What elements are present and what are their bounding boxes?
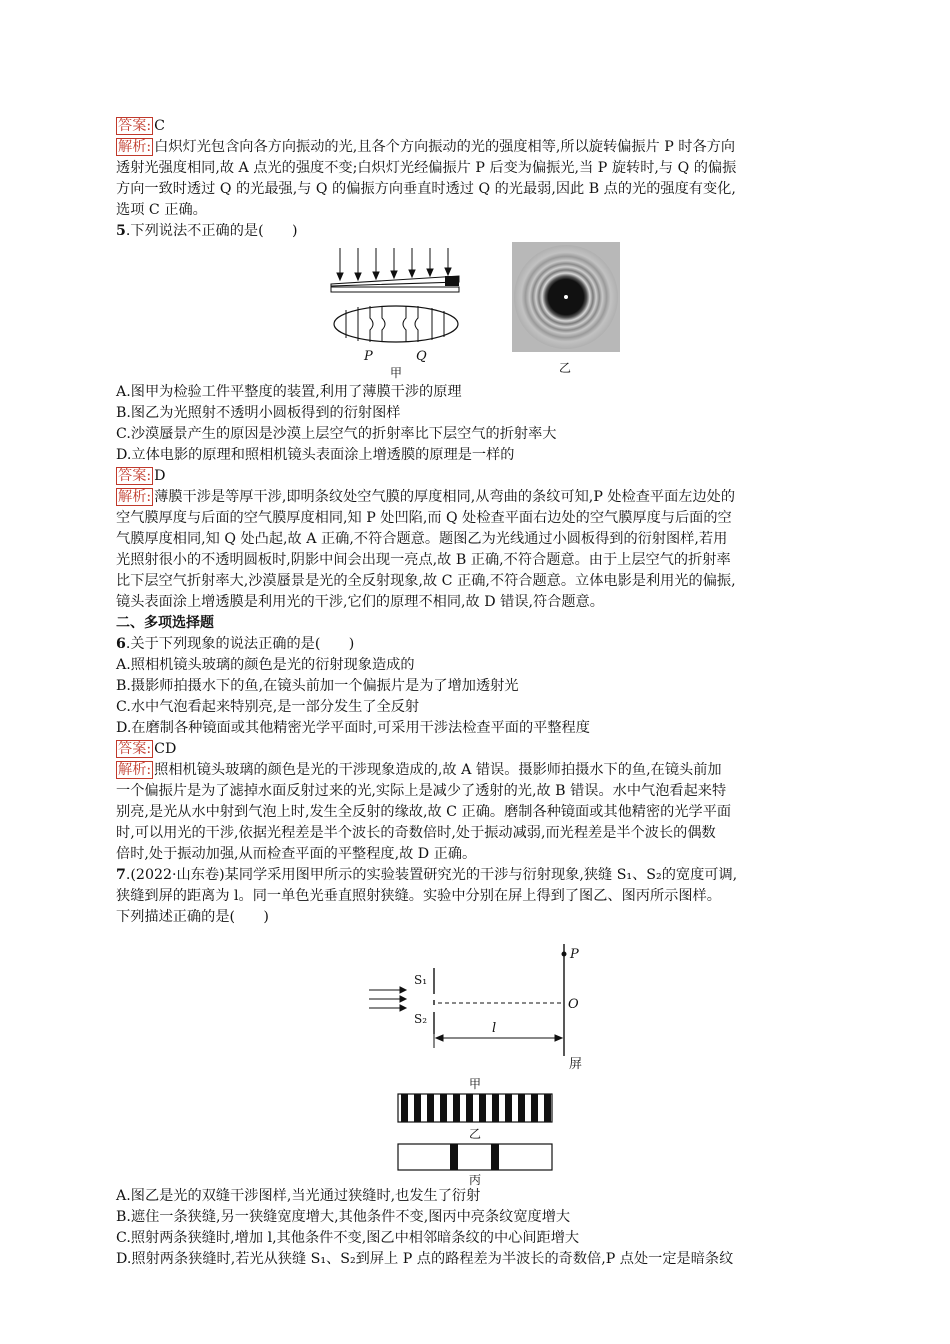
q5-fig-caption-jia: 甲 xyxy=(390,366,403,380)
q6-stem: 6.关于下列现象的说法正确的是( ) xyxy=(116,636,355,652)
q5-figure-jia xyxy=(328,242,478,382)
q7-label-O: O xyxy=(568,997,579,1012)
q6-analysis-line-1: 解析: 照相机镜头玻璃的颜色是光的干涉现象造成的,故 A 错误。摄影师拍摄水下的鱼,在镜头前加 xyxy=(118,762,722,778)
q5-option-d: D.立体电影的原理和照相机镜头表面涂上增透膜的原理是一样的 xyxy=(116,447,515,463)
q6-analysis-line-4: 时,可以用光的干涉,依据光程差是半个波长的奇数倍时,处于振动减弱,而光程差是半个波长的偶数 xyxy=(116,825,716,841)
q5-fig-caption-yi: 乙 xyxy=(559,361,572,375)
q7-caption-bing: 丙 xyxy=(469,1173,482,1186)
q7-label-P: P xyxy=(570,947,579,962)
q4-analysis-line-2: 透射光强度相同,故 A 点光的强度不变;白炽灯光经偏振片 P 后变为偏振光,当 P 旋转时,与 Q 的偏振 xyxy=(116,160,737,176)
q7-pattern-bing-svg xyxy=(116,1142,838,1186)
fringe-dark-band xyxy=(544,1094,551,1122)
q6-number: 6 xyxy=(116,636,126,652)
q5-option-a: A.图甲为检验工件平整度的装置,利用了薄膜干涉的原理 xyxy=(116,384,462,400)
fringe-dark-band xyxy=(518,1094,525,1122)
q5-analysis-line-4: 光照射很小的不透明圆板时,阴影中间会出现一亮点,故 B 正确,不符合题意。由于上层空气的折射率 xyxy=(116,552,731,568)
fringe-dark-band xyxy=(427,1094,434,1122)
q7-label-S2: S₂ xyxy=(414,1012,428,1026)
analysis-tag: 解析: xyxy=(118,139,152,155)
q6-analysis-line-3: 别亮,是光从水中射到气泡上时,发生全反射的缘故,故 C 正确。磨制各种镜面或其他精密的光学平面 xyxy=(116,804,732,820)
analysis-tag: 解析: xyxy=(118,489,152,505)
q5-analysis-line-1: 解析: 薄膜干涉是等厚干涉,即明条纹处空气膜的厚度相同,从弯曲的条纹可知,P 处检查平面左边处的 xyxy=(118,489,736,505)
answer-tag: 答案: xyxy=(118,741,152,757)
q5-answer-value: D xyxy=(154,468,166,484)
q7-light-arrows xyxy=(369,987,406,1011)
q6-option-b: B.摄影师拍摄水下的鱼,在镜头前加一个偏振片是为了增加透射光 xyxy=(116,678,519,694)
answer-tag: 答案: xyxy=(118,468,152,484)
q6-option-c: C.水中气泡看起来特别亮,是一部分发生了全反射 xyxy=(116,699,420,715)
fringe-dark-band xyxy=(401,1094,408,1122)
q7-distance-arrow xyxy=(434,1022,562,1048)
q7-pattern-yi-fringes xyxy=(401,1094,551,1122)
q7-figure-svg xyxy=(116,928,838,1158)
q5-option-b: B.图乙为光照射不透明小圆板得到的衍射图样 xyxy=(116,405,401,421)
worksheet-page xyxy=(116,116,838,1270)
q7-stem-line-1: 7.(2022·山东卷)某同学采用图甲所示的实验装置研究光的干涉与衍射现象,狭缝 S₁、S₂的宽度可调, xyxy=(116,867,738,883)
q6-option-a: A.照相机镜头玻璃的颜色是光的衍射现象造成的 xyxy=(116,657,415,673)
q5-option-c: C.沙漠蜃景产生的原因是沙漠上层空气的折射率比下层空气的折射率大 xyxy=(116,426,557,442)
q5-figures xyxy=(116,242,838,382)
q6-answer-value: CD xyxy=(154,741,177,757)
q7-label-screen: 屏 xyxy=(569,1057,583,1072)
q4-analysis-line-4: 选项 C 正确。 xyxy=(116,202,207,218)
q5-analysis-line-6: 镜头表面涂上增透膜是利用光的干涉,它们的原理不相同,故 D 错误,符合题意。 xyxy=(116,594,604,610)
q7-label-S1: S₁ xyxy=(414,973,428,987)
q7-option-c: C.照射两条狭缝时,增加 l,其他条件不变,图乙中相邻暗条纹的中心间距增大 xyxy=(116,1230,580,1246)
q5-fig-label-P: P xyxy=(364,349,373,364)
fringe-dark-band xyxy=(492,1094,499,1122)
q7-stem-line-2: 狭缝到屏的距离为 l。同一单色光垂直照射狭缝。实验中分别在屏上得到了图乙、图丙所示图样。 xyxy=(116,888,721,904)
q7-pattern-yi-frame xyxy=(398,1094,552,1122)
q5-analysis-line-3: 气膜厚度相同,知 Q 处凸起,故 A 正确,不符合题意。题图乙为光线通过小圆板得到的衍射图样,若用 xyxy=(116,531,728,547)
q7-stem-line-3: 下列描述正确的是( ) xyxy=(116,909,269,925)
fringe-dark-band xyxy=(505,1094,512,1122)
q6-analysis-line-5: 倍时,处于振动加强,从而检查平面的平整程度,故 D 正确。 xyxy=(116,846,477,862)
q7-point-P xyxy=(562,952,567,957)
fringe-dark-band xyxy=(531,1094,538,1122)
q6-answer xyxy=(116,739,838,760)
fringe-dark-band xyxy=(479,1094,486,1122)
answer-tag: 答案: xyxy=(118,118,152,134)
q7-option-d: D.照射两条狭缝时,若光从狭缝 S₁、S₂到屏上 P 点的路程差为半波长的奇数倍,P 点处一定是暗条纹 xyxy=(116,1251,734,1267)
q4-answer-value: C xyxy=(154,118,166,134)
fringe-dark-band xyxy=(414,1094,421,1122)
q5-stem: 5.下列说法不正确的是( ) xyxy=(116,223,298,239)
fringe-dark-band xyxy=(453,1094,460,1122)
q6-option-d: D.在磨制各种镜面或其他精密光学平面时,可采用干涉法检查平面的平整程度 xyxy=(116,720,590,736)
q5-answer xyxy=(116,466,838,487)
q5-fig-label-Q: Q xyxy=(416,349,427,364)
q4-analysis-line-3: 方向一致时透过 Q 的光最强,与 Q 的偏振方向垂直时透过 Q 的光最弱,因此 B 点的光的强度有变化, xyxy=(116,181,736,197)
q7-option-a: A.图乙是光的双缝干涉图样,当光通过狭缝时,也发生了衍射 xyxy=(116,1188,481,1204)
q7-number: 7 xyxy=(116,867,126,883)
q7-figure-bing xyxy=(116,1142,838,1186)
q5-analysis-line-5: 比下层空气折射率大,沙漠蜃景是光的全反射现象,故 C 正确,不符合题意。立体电影是利用光的偏振, xyxy=(116,573,736,589)
section-title: 二、多项选择题 xyxy=(116,615,214,631)
q4-answer xyxy=(116,116,838,137)
q5-analysis-line-2: 空气膜厚度与后面的空气膜厚度相同,知 P 处凹陷,而 Q 处检查平面右边处的空气膜厚度与后面的空 xyxy=(116,510,732,526)
q7-caption-yi: 乙 xyxy=(469,1127,482,1141)
q4-analysis-line-1: 解析: 白炽灯光包含向各方向振动的光,且各个方向振动的光的强度相等,所以旋转偏振片 P 时各方向 xyxy=(118,139,736,155)
q6-analysis-line-2: 一个偏振片是为了滤掉水面反射过来的光,实际上是减少了透射的光,故 B 错误。水中气泡看起来特 xyxy=(116,783,727,799)
q7-caption-jia: 甲 xyxy=(469,1077,482,1091)
q7-pattern-bing-dark-right xyxy=(491,1144,499,1170)
q7-pattern-bing-frame xyxy=(398,1144,552,1170)
fringe-dark-band xyxy=(440,1094,447,1122)
q7-pattern-bing-dark-left xyxy=(450,1144,458,1170)
analysis-tag: 解析: xyxy=(118,762,152,778)
q5-number: 5 xyxy=(116,223,126,239)
q7-option-b: B.遮住一条狭缝,另一狭缝宽度增大,其他条件不变,图丙中亮条纹宽度增大 xyxy=(116,1209,571,1225)
fringe-dark-band xyxy=(466,1094,473,1122)
q5-figure-yi xyxy=(508,242,628,382)
q7-label-l: l xyxy=(492,1021,497,1036)
q7-figure xyxy=(116,928,838,1158)
